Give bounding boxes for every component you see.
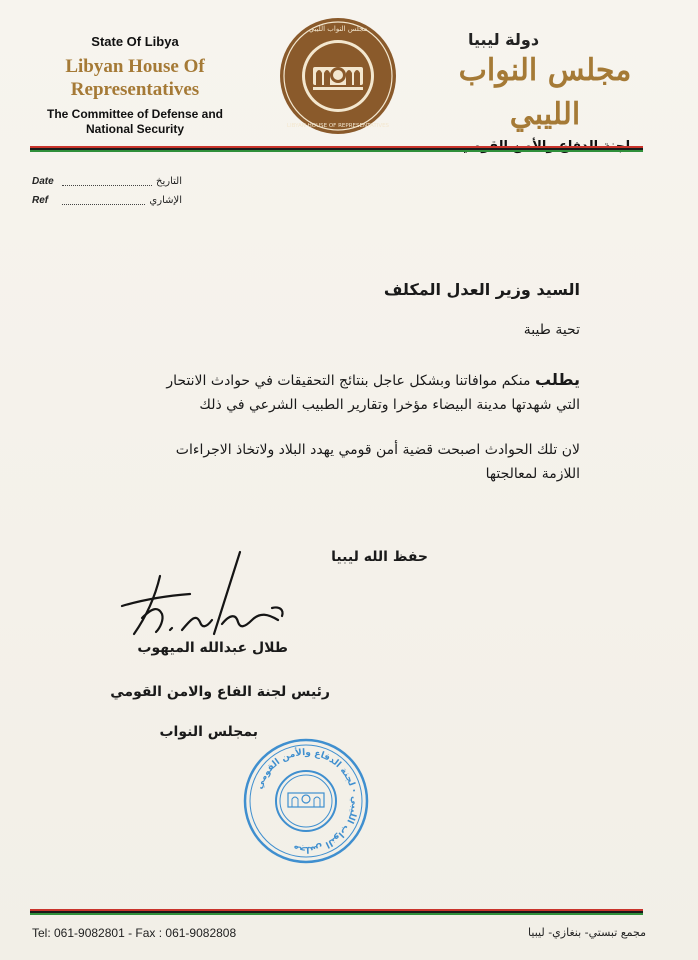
handwritten-signature [112,548,292,648]
state-name-ar: دولة ليبيا [468,30,540,49]
date-label-ar: التاريخ [156,176,182,187]
paragraph-request-lead: يطلب [534,370,580,389]
header-arabic [440,30,650,154]
greeting: تحية طيبة [523,322,580,338]
ref-label-ar: الإشاري [149,195,182,206]
date-dotted-line [62,177,152,186]
ref-field [32,195,182,206]
paragraph-request [160,368,580,417]
paragraph-reason: لان تلك الحوادث اصبحت قضية أمن قومي يهدد البلاد ولاتخاذ الاجراءات اللازمة لمعالجتها [175,442,580,482]
date-field [32,176,182,187]
committee-name-en-line2: National Security [85,122,185,136]
house-name-en [30,55,240,101]
header-flag-divider [30,146,643,152]
committee-name-en [30,107,240,137]
house-name-en-line2: Representatives [70,79,200,100]
committee-name-en-line1: The Committee of Defense and [46,107,224,121]
header-english [30,34,240,137]
state-name-en: State Of Libya [91,34,179,49]
house-name-ar: مجلس النواب الليبي [458,53,632,132]
house-name-en-line1: Libyan House Of [65,56,205,77]
footer-flag-divider [30,909,643,915]
footer-contact: Tel: 061-9082801 - Fax : 061-9082808 [32,926,237,940]
house-of-representatives-logo [279,17,397,135]
signer-body: بمجلس النواب [159,724,258,740]
date-label: Date [32,176,54,187]
closing-phrase: حفظ الله ليبيا [331,549,428,565]
official-stamp [242,737,370,865]
ref-dotted-line [62,196,145,205]
svg-text:مجلس النواب الليبي: مجلس النواب الليبي [308,25,368,33]
paragraph-request-text: منكم موافاتنا وبشكل عاجل بنتائج التحقيقات في حوادث الانتحار التي شهدتها مدينة البيضاء مؤخرا وتقارير الطبيب الشرعي في ذلك [166,373,580,413]
footer-address: مجمع تبستي- بنغازي- ليبيا [528,926,646,939]
addressee: السيد وزير العدل المكلف [383,280,580,299]
svg-text:LIBYAN HOUSE OF REPRESENTATIVE: LIBYAN HOUSE OF REPRESENTATIVES [286,123,390,129]
ref-label: Ref [32,195,49,206]
signer-title: رئيس لجنة الفاع والامن القومي [110,684,330,700]
svg-text:مجلس النواب الليبي · لجنة الدف: مجلس النواب الليبي · لجنة الدفاع والأمن القومي [254,747,360,855]
signer-name: طلال عبدالله الميهوب [137,640,288,656]
